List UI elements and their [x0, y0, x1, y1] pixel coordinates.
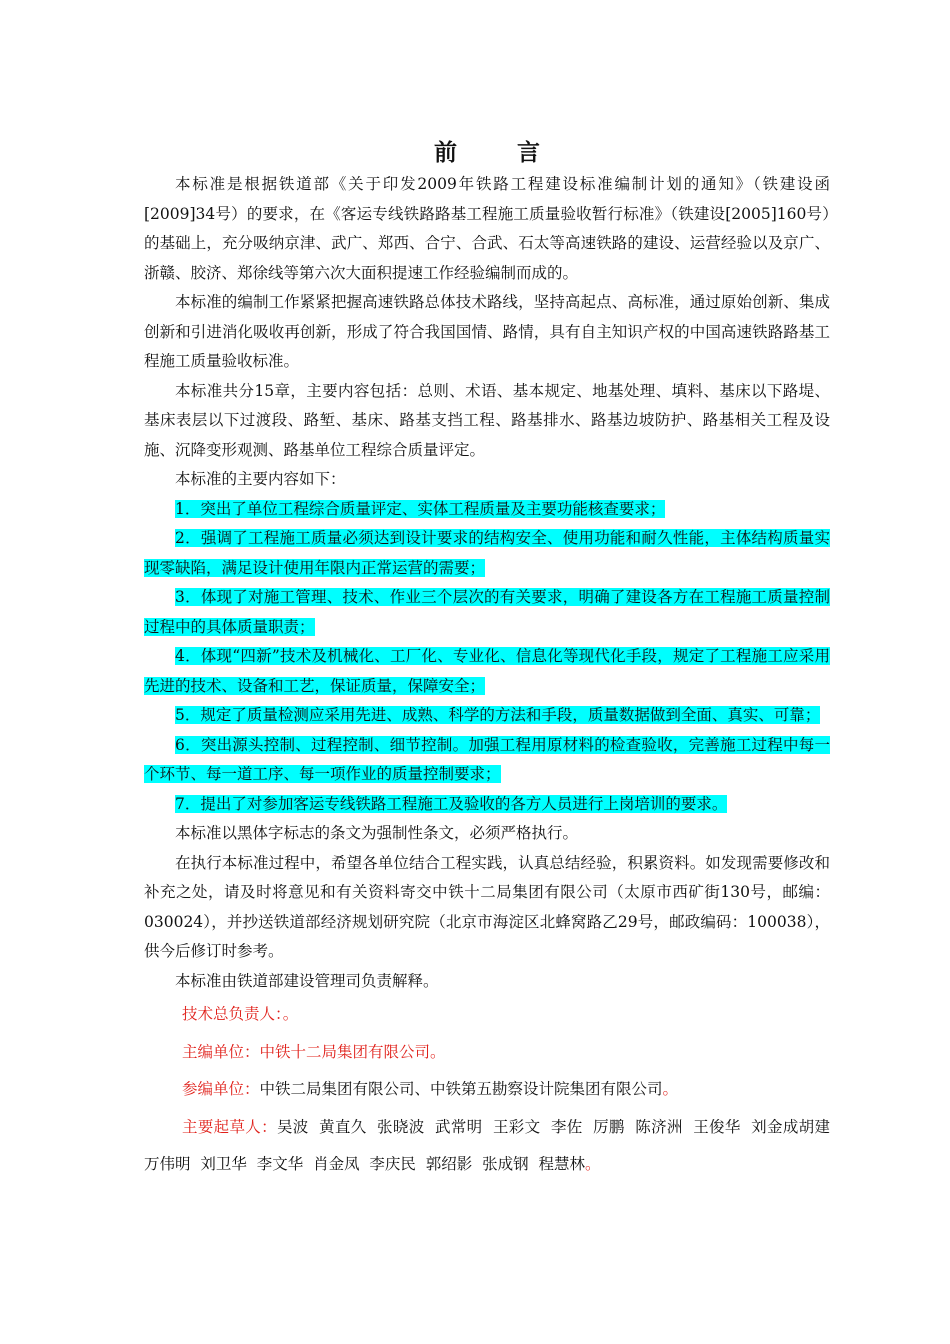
closing-paragraph-2: 在执行本标准过程中，希望各单位结合工程实践，认真总结经验，积累资料。如发现需要修改和补充之处，请及时将意见和有关资料寄交中铁十二局集团有限公司（太原市西矿街130号，邮编：030024），并抄送铁道部经济规划研究院（北京市海淀区北蜂窝路乙29号，邮政编码：100038），供今后修订时参考。: [144, 853, 830, 960]
intro-paragraph-2: 本标准的编制工作紧紧把握高速铁路总体技术路线，坚持高起点、高标准，通过原始创新、集成创新和引进消化吸收再创新，形成了符合我国国情、路情，具有自主知识产权的中国高速铁路路基工程施工质量验收标准。: [144, 293, 830, 370]
list-item-3: [144, 583, 830, 642]
chief-unit-value: 中铁十二局集团有限公司。: [259, 1042, 446, 1061]
drafters-value: 吴波 黄直久 张晓波 武常明 王彩文 李佐 厉鹏 陈济洲 王俊华 刘金成胡建 万伟明 刘卫华 李文华 肖金凤 李庆民 郭绍影 张成钢 程慧林: [144, 1117, 840, 1173]
closing-paragraph-3: 本标准由铁道部建设管理司负责解释。: [175, 971, 439, 990]
participating-end: 。: [662, 1080, 679, 1098]
credit-chief-unit: [144, 1034, 830, 1072]
tech-lead-label: 技术总负责人：: [182, 1005, 283, 1023]
tech-lead-value: 。: [282, 1005, 299, 1023]
drafters-end: 。: [584, 1155, 601, 1173]
list-item-6-text: 6．突出源头控制、过程控制、细节控制。加强工程用原材料的检查验收，完善施工过程中每一个环节、每一道工序、每一项作业的质量控制要求；: [144, 735, 830, 783]
credit-tech-lead: [144, 996, 830, 1034]
list-item-3-text: 3．体现了对施工管理、技术、作业三个层次的有关要求，明确了建设各方在工程施工质量控制过程中的具体质量职责；: [144, 588, 830, 636]
closing-paragraph-1: 本标准以黑体字标志的条文为强制性条文，必须严格执行。: [175, 824, 579, 842]
list-item-4-text: 4．体现“四新”技术及机械化、工厂化、专业化、信息化等现代化手段，规定了工程施工应采用先进的技术、设备和工艺，保证质量，保障安全；: [144, 647, 830, 695]
intro-paragraph-4: 本标准的主要内容如下：: [175, 470, 346, 488]
list-item-2: [144, 524, 830, 583]
list-item-5: [144, 701, 830, 731]
list-item-1: [144, 495, 830, 525]
chief-unit-label: 主编单位：: [182, 1042, 260, 1061]
participating-label: 参编单位：: [182, 1080, 260, 1098]
credit-drafters: [144, 1109, 840, 1184]
list-item-2-text: 2．强调了工程施工质量必须达到设计要求的结构安全、使用功能和耐久性能，主体结构质量实现零缺陷，满足设计使用年限内正常运营的需要；: [144, 529, 830, 577]
document-page: [144, 136, 840, 1184]
participating-value: 中铁二局集团有限公司、中铁第五勘察设计院集团有限公司: [259, 1080, 663, 1098]
list-item-6: [144, 731, 830, 790]
list-item-7: [144, 790, 830, 820]
intro-paragraph-1: 本标准是根据铁道部《关于印发2009年铁路工程建设标准编制计划的通知》（铁建设函[2009]34号）的要求，在《客运专线铁路路基工程施工质量验收暂行标准》（铁建设[2005]160号）的基础上，充分吸纳京津、武广、郑西、合宁、合武、石太等高速铁路的建设、运营经验以及京广、浙赣、胶济、郑徐线等第六次大面积提速工作经验编制而成的。: [144, 175, 830, 282]
page-title: 前 言: [433, 140, 566, 166]
credit-participating-units: [144, 1071, 830, 1109]
drafters-label: 主要起草人：: [182, 1117, 277, 1136]
list-item-1-text: 1．突出了单位工程综合质量评定、实体工程质量及主要功能核查要求；: [175, 499, 666, 518]
list-item-5-text: 5．规定了质量检测应采用先进、成熟、科学的方法和手段，质量数据做到全面、真实、可靠；: [175, 706, 821, 724]
intro-paragraph-3: 本标准共分15章，主要内容包括：总则、术语、基本规定、地基处理、填料、基床以下路堤、基床表层以下过渡段、路堑、基床、路基支挡工程、路基排水、路基边坡防护、路基相关工程及设施、沉降变形观测、路基单位工程综合质量评定。: [144, 381, 830, 459]
list-item-4: [144, 642, 830, 701]
list-item-7-text: 7．提出了对参加客运专线铁路工程施工及验收的各方人员进行上岗培训的要求。: [175, 794, 728, 813]
